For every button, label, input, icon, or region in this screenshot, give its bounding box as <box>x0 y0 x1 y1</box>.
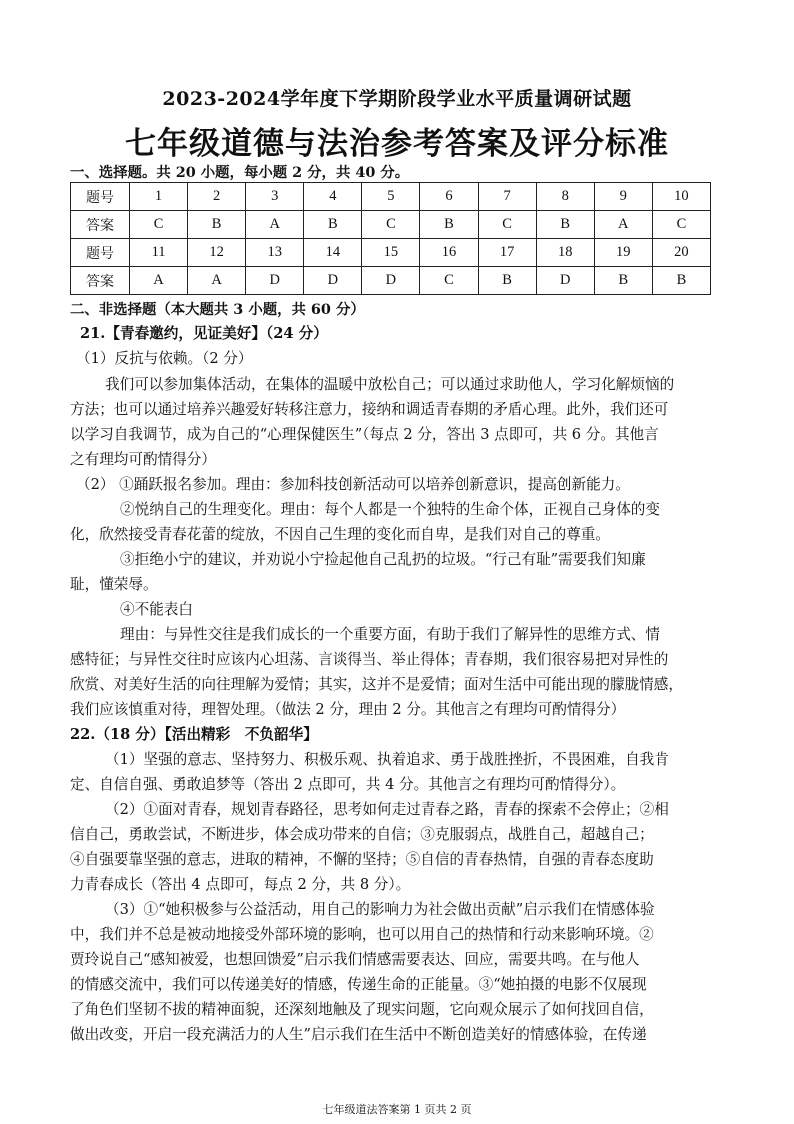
answer-line: （1）坚强的意志、坚持努力、积极乐观、执着追求、勇于战胜挫折，不畏困难，自我肯 <box>105 751 669 768</box>
answer-cell: A <box>594 211 652 239</box>
question-number: 17 <box>478 239 536 267</box>
answer-line: 的情感交流中，我们可以传递美好的情感，传递生命的正能量。③“她拍摄的电影不仅展现 <box>70 976 647 993</box>
answer-cell: C <box>130 211 188 239</box>
answer-table <box>70 182 711 295</box>
answer-cell: A <box>246 211 304 239</box>
table-row <box>71 183 711 211</box>
answer-cell: D <box>246 267 304 295</box>
answer-cell: B <box>594 267 652 295</box>
answer-line: 信自己，勇敢尝试，不断进步，体会成功带来的自信；③克服弱点，战胜自己，超越自己； <box>70 826 654 843</box>
answer-line: ④自强要靠坚强的意志，进取的精神，不懈的坚持；⑤自信的青春热情，自强的青春态度助 <box>70 851 654 868</box>
answer-cell: B <box>304 211 362 239</box>
answer-line: 理由：与异性交往是我们成长的一个重要方面，有助于我们了解异性的思维方式、情 <box>120 626 660 643</box>
question-number: 15 <box>362 239 420 267</box>
answer-line: 感特征；与异性交往时应该内心坦荡、言谈得当、举止得体；青春期，我们很容易把对异性的 <box>70 651 669 668</box>
question-number: 7 <box>478 183 536 211</box>
question-21-title: 21.【青春邀约，见证美好】（24 分） <box>80 325 328 342</box>
answer-line: 耻，懂荣辱。 <box>70 576 158 593</box>
question-number: 13 <box>246 239 304 267</box>
document-title: 七年级道德与法治参考答案及评分标准 <box>125 126 669 162</box>
answer-line: 之有理均可酌情得分） <box>70 451 216 468</box>
answer-line: ④不能表白 <box>120 601 193 618</box>
answer-line: 我们可以参加集体活动，在集体的温暖中放松自己；可以通过求助他人，学习化解烦恼的 <box>105 376 675 393</box>
question-number: 11 <box>130 239 188 267</box>
row-label: 题号 <box>71 239 130 267</box>
answer-cell: B <box>478 267 536 295</box>
answer-line: （1）反抗与依赖。（2 分） <box>76 350 253 367</box>
answer-line: （2） ①踊跃报名参加。理由：参加科技创新活动可以培养创新意识，提高创新能力。 <box>76 476 630 493</box>
table-row <box>71 239 711 267</box>
answer-line: （2）①面对青春，规划青春路径，思考如何走过青春之路，青春的探索不会停止；②相 <box>105 801 669 818</box>
row-label: 答案 <box>71 267 130 295</box>
answer-line: 了角色们坚韧不拔的精神面貌，还深刻地触及了现实问题，它向观众展示了如何找回自信， <box>70 1001 654 1018</box>
answer-cell: B <box>188 211 246 239</box>
row-label: 答案 <box>71 211 130 239</box>
question-number: 19 <box>594 239 652 267</box>
question-number: 6 <box>420 183 478 211</box>
answer-cell: B <box>536 211 594 239</box>
question-number: 3 <box>246 183 304 211</box>
answer-line: 贾玲说自己“感知被爱，也想回馈爱”启示我们情感需要表达、回应，需要共鸣。在与他人 <box>70 951 640 968</box>
answer-line: ③拒绝小宁的建议，并劝说小宁捡起他自己乱扔的垃圾。“行己有耻”需要我们知廉 <box>120 551 646 568</box>
answer-line: ②悦纳自己的生理变化。理由：每个人都是一个独特的生命个体，正视自己身体的变 <box>120 501 660 518</box>
answer-line: 化，欣然接受青春花蕾的绽放，不因自己生理的变化而自卑，是我们对自己的尊重。 <box>70 526 610 543</box>
section-2-heading: 二、非选择题（本大题共 3 小题，共 60 分） <box>70 301 365 318</box>
question-number: 9 <box>594 183 652 211</box>
exam-title: 2023-2024学年度下学期阶段学业水平质量调研试题 <box>162 88 632 110</box>
question-number: 12 <box>188 239 246 267</box>
question-number: 10 <box>652 183 710 211</box>
question-number: 18 <box>536 239 594 267</box>
section-1-heading: 一、选择题。共 20 小题，每小题 2 分，共 40 分。 <box>70 164 410 181</box>
answer-line: 做出改变，开启一段充满活力的人生”启示我们在生活中不断创造美好的情感体验，在传递 <box>70 1026 647 1043</box>
answer-line: 方法；也可以通过培养兴趣爱好转移注意力，接纳和调适青春期的矛盾心理。此外，我们还可 <box>70 401 669 418</box>
question-number: 8 <box>536 183 594 211</box>
question-22-title: 22.（18 分）【活出精彩 不负韶华】 <box>70 726 318 743</box>
answer-cell: B <box>420 211 478 239</box>
answer-line: （3）①“她积极参与公益活动，用自己的影响力为社会做出贡献”启示我们在情感体验 <box>105 901 655 918</box>
table-row <box>71 211 711 239</box>
answer-cell: D <box>536 267 594 295</box>
question-number: 20 <box>652 239 710 267</box>
question-number: 1 <box>130 183 188 211</box>
answer-line: 力青春成长（答出 4 点即可，每点 2 分，共 8 分）。 <box>70 876 411 893</box>
answer-line: 我们应该慎重对待，理智处理。（做法 2 分，理由 2 分。其他言之有理均可酌情得分） <box>70 701 626 718</box>
answer-line: 定、自信自强、勇敢追梦等（答出 2 点即可，共 4 分。其他言之有理均可酌情得分）。 <box>70 776 626 793</box>
answer-line: 以学习自我调节，成为自己的“心理保健医生”（每点 2 分，答出 3 点即可，共 6 分。其他言 <box>70 426 659 443</box>
answer-cell: D <box>304 267 362 295</box>
answer-cell: C <box>362 211 420 239</box>
answer-cell: D <box>362 267 420 295</box>
question-number: 5 <box>362 183 420 211</box>
answer-cell: C <box>652 211 710 239</box>
answer-line: 欣赏、对美好生活的向往理解为爱情；其实，这并不是爱情；面对生活中可能出现的朦胧情感， <box>70 676 683 693</box>
question-number: 16 <box>420 239 478 267</box>
answer-cell: A <box>130 267 188 295</box>
answer-line: 中，我们并不总是被动地接受外部环境的影响，也可以用自己的热情和行动来影响环境。② <box>70 926 654 943</box>
answer-cell: C <box>420 267 478 295</box>
page-footer: 七年级道法答案第 1 页共 2 页 <box>322 1103 472 1116</box>
answer-cell: B <box>652 267 710 295</box>
question-number: 14 <box>304 239 362 267</box>
question-number: 2 <box>188 183 246 211</box>
table-row <box>71 267 711 295</box>
question-number: 4 <box>304 183 362 211</box>
answer-cell: A <box>188 267 246 295</box>
answer-cell: C <box>478 211 536 239</box>
row-label: 题号 <box>71 183 130 211</box>
